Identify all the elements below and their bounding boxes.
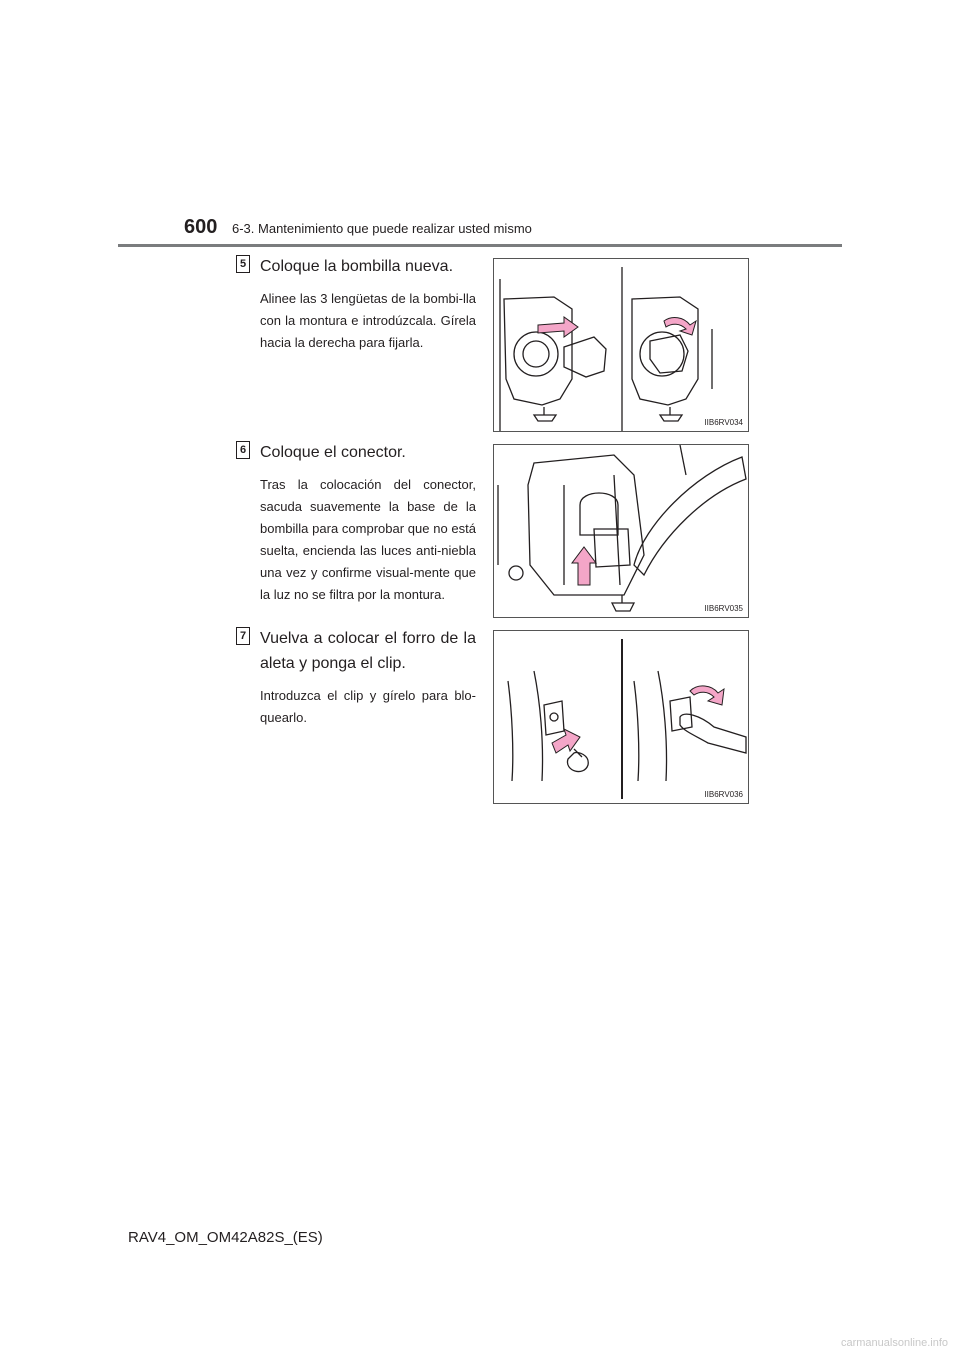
step-number-badge: 7 xyxy=(236,627,250,645)
step-instructions: Tras la colocación del conector, sacuda suavemente la base de la bombilla para comprobar que no está suelta, encienda las luces anti-niebla una vez y confirme visual-mente que la luz no se filtra por la montura. xyxy=(260,477,476,602)
fender-liner-clip-illustration xyxy=(493,630,749,804)
header-divider xyxy=(118,244,842,247)
document-code: RAV4_OM_OM42A82S_(ES) xyxy=(128,1229,323,1246)
step-title: Coloque la bombilla nueva. xyxy=(260,258,454,275)
step-title: Vuelva a colocar el forro de la aleta y ponga el clip. xyxy=(260,630,476,672)
bulb-install-illustration xyxy=(493,258,749,432)
step-5 xyxy=(236,254,476,354)
step-7 xyxy=(236,626,476,729)
fender-liner-clip-drawing xyxy=(494,631,749,804)
figure-code: IIB6RV034 xyxy=(704,418,743,427)
site-watermark: carmanualsonline.info xyxy=(840,1337,948,1349)
connector-install-drawing xyxy=(494,445,749,618)
step-number-badge: 6 xyxy=(236,441,250,459)
figure-code: IIB6RV036 xyxy=(704,790,743,799)
figure-code: IIB6RV035 xyxy=(704,604,743,613)
step-instructions: Introduzca el clip y gírelo para blo-quearlo. xyxy=(260,688,476,725)
section-title: 6-3. Mantenimiento que puede realizar usted mismo xyxy=(232,221,532,236)
page-number: 600 xyxy=(184,216,218,238)
connector-install-illustration xyxy=(493,444,749,618)
step-number-badge: 5 xyxy=(236,255,250,273)
step-instructions: Alinee las 3 lengüetas de la bombi-lla con la montura e introdúzcala. Gírela hacia la derecha para fijarla. xyxy=(260,291,476,350)
step-title: Coloque el conector. xyxy=(260,444,406,461)
step-6 xyxy=(236,440,476,606)
bulb-install-drawing xyxy=(494,259,749,432)
